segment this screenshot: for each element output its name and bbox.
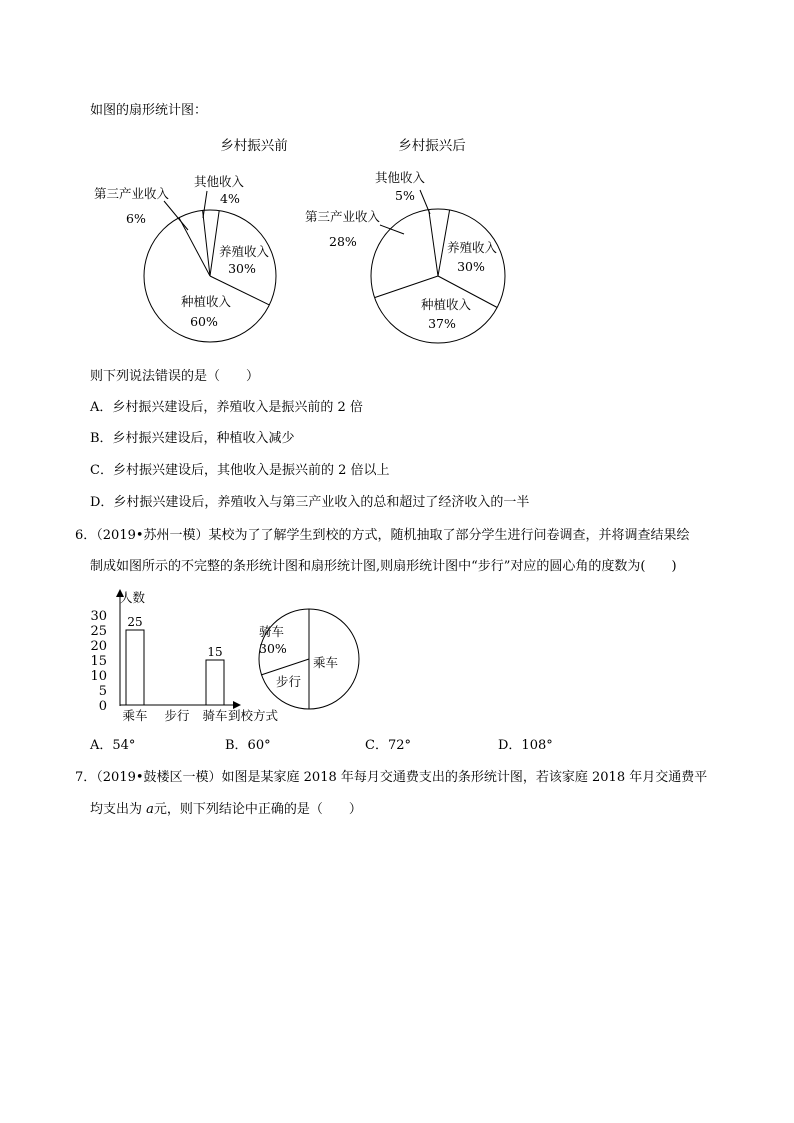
slice-label-breeding: 养殖收入 (446, 240, 498, 255)
slice-value-bike: 30% (259, 641, 287, 656)
y-tick-label: 15 (90, 654, 107, 669)
pie-slice-boundary (375, 276, 438, 298)
y-tick-label: 5 (98, 684, 107, 699)
leader-line-tertiary (380, 225, 404, 234)
pie-slice-boundary (210, 211, 219, 276)
slice-label-planting: 种植收入 (180, 294, 232, 309)
chart-title-before: 乡村振兴前 (220, 138, 288, 154)
bar-data-label: 15 (207, 645, 223, 659)
q6-line1: 6．（2019•苏州一模）某校为了了解学生到校的方式，随机抽取了部分学生进行问卷调查，并将调查结果绘 (75, 528, 690, 543)
slice-label-bike: 骑车 (259, 624, 285, 639)
q7-line2 (90, 802, 362, 818)
slice-value-breeding: 30% (457, 259, 485, 274)
q6-option-c: C．72° (365, 738, 411, 753)
slice-label-other: 其他收入 (194, 174, 245, 189)
slice-value-tertiary: 6% (126, 211, 146, 226)
slice-value-breeding: 30% (228, 261, 256, 276)
y-tick-label: 25 (90, 624, 107, 639)
slice-value-other: 5% (395, 188, 415, 203)
x-tick-label: 骑车 (202, 708, 228, 723)
slice-value-planting: 60% (190, 314, 218, 329)
pie-radius (261, 659, 309, 675)
pie-chart-transport (255, 605, 365, 715)
q7-line1: 7．（2019•鼓楼区一模）如图是某家庭 2018 年每月交通费支出的条形统计图，若该家庭 2018 年月交通费平 (75, 770, 708, 785)
q6-option-b: B．60° (225, 738, 271, 753)
y-tick-label: 10 (90, 669, 107, 684)
q6-line2: 制成如图所示的不完整的条形统计图和扇形统计图,则扇形统计图中“步行”对应的圆心角的度数为( ) (90, 559, 677, 574)
q5-option-b: B．乡村振兴建设后，种植收入减少 (90, 431, 295, 446)
slice-value-other: 4% (220, 191, 240, 206)
x-tick-label: 乘车 (122, 708, 148, 723)
q5-option-a: A．乡村振兴建设后，养殖收入是振兴前的 2 倍 (90, 400, 363, 415)
x-tick-label: 步行 (164, 708, 190, 723)
y-tick-label: 20 (90, 639, 107, 654)
q6-option-d: D．108° (498, 738, 553, 753)
y-tick-label: 0 (98, 699, 107, 714)
slice-label-walk: 步行 (276, 674, 302, 689)
y-tick-label: 30 (90, 609, 107, 624)
leader-line-other (203, 191, 207, 218)
q5-option-c: C．乡村振兴建设后，其他收入是振兴前的 2 倍以上 (90, 463, 390, 478)
slice-label-bus: 乘车 (313, 655, 339, 670)
bar (206, 660, 224, 705)
pie-slice-boundary (203, 210, 210, 276)
pie-chart-after (300, 130, 520, 355)
q5-intro: 如图的扇形统计图： (90, 103, 208, 118)
slice-label-planting: 种植收入 (420, 297, 472, 312)
slice-label-other: 其他收入 (375, 170, 426, 185)
slice-label-tertiary: 第三产业收入 (94, 186, 170, 201)
slice-label-breeding: 养殖收入 (218, 244, 270, 259)
q7-line2-pre: 均支出为 (90, 802, 147, 817)
q6-option-a: A．54° (90, 738, 136, 753)
q5-question: 则下列说法错误的是（ ） (90, 369, 260, 384)
chart-title-after: 乡村振兴后 (398, 138, 466, 154)
slice-value-planting: 37% (428, 316, 456, 331)
q7-line2-post: 元，则下列结论中正确的是（ ） (153, 802, 362, 817)
pie-slice-boundary (429, 210, 438, 276)
slice-label-tertiary: 第三产业收入 (305, 209, 381, 224)
q5-option-d: D．乡村振兴建设后，养殖收入与第三产业收入的总和超过了经济收入的一半 (90, 495, 530, 510)
slice-value-tertiary: 28% (329, 234, 357, 249)
bar-data-label: 25 (127, 615, 143, 629)
q7-variable-a: a (146, 802, 154, 817)
y-axis-label: 人数 (120, 590, 146, 605)
pie-slice-boundary (179, 218, 210, 276)
bar (126, 630, 144, 705)
x-axis-label: 到校方式 (228, 708, 279, 723)
pie-chart-before (80, 130, 300, 355)
